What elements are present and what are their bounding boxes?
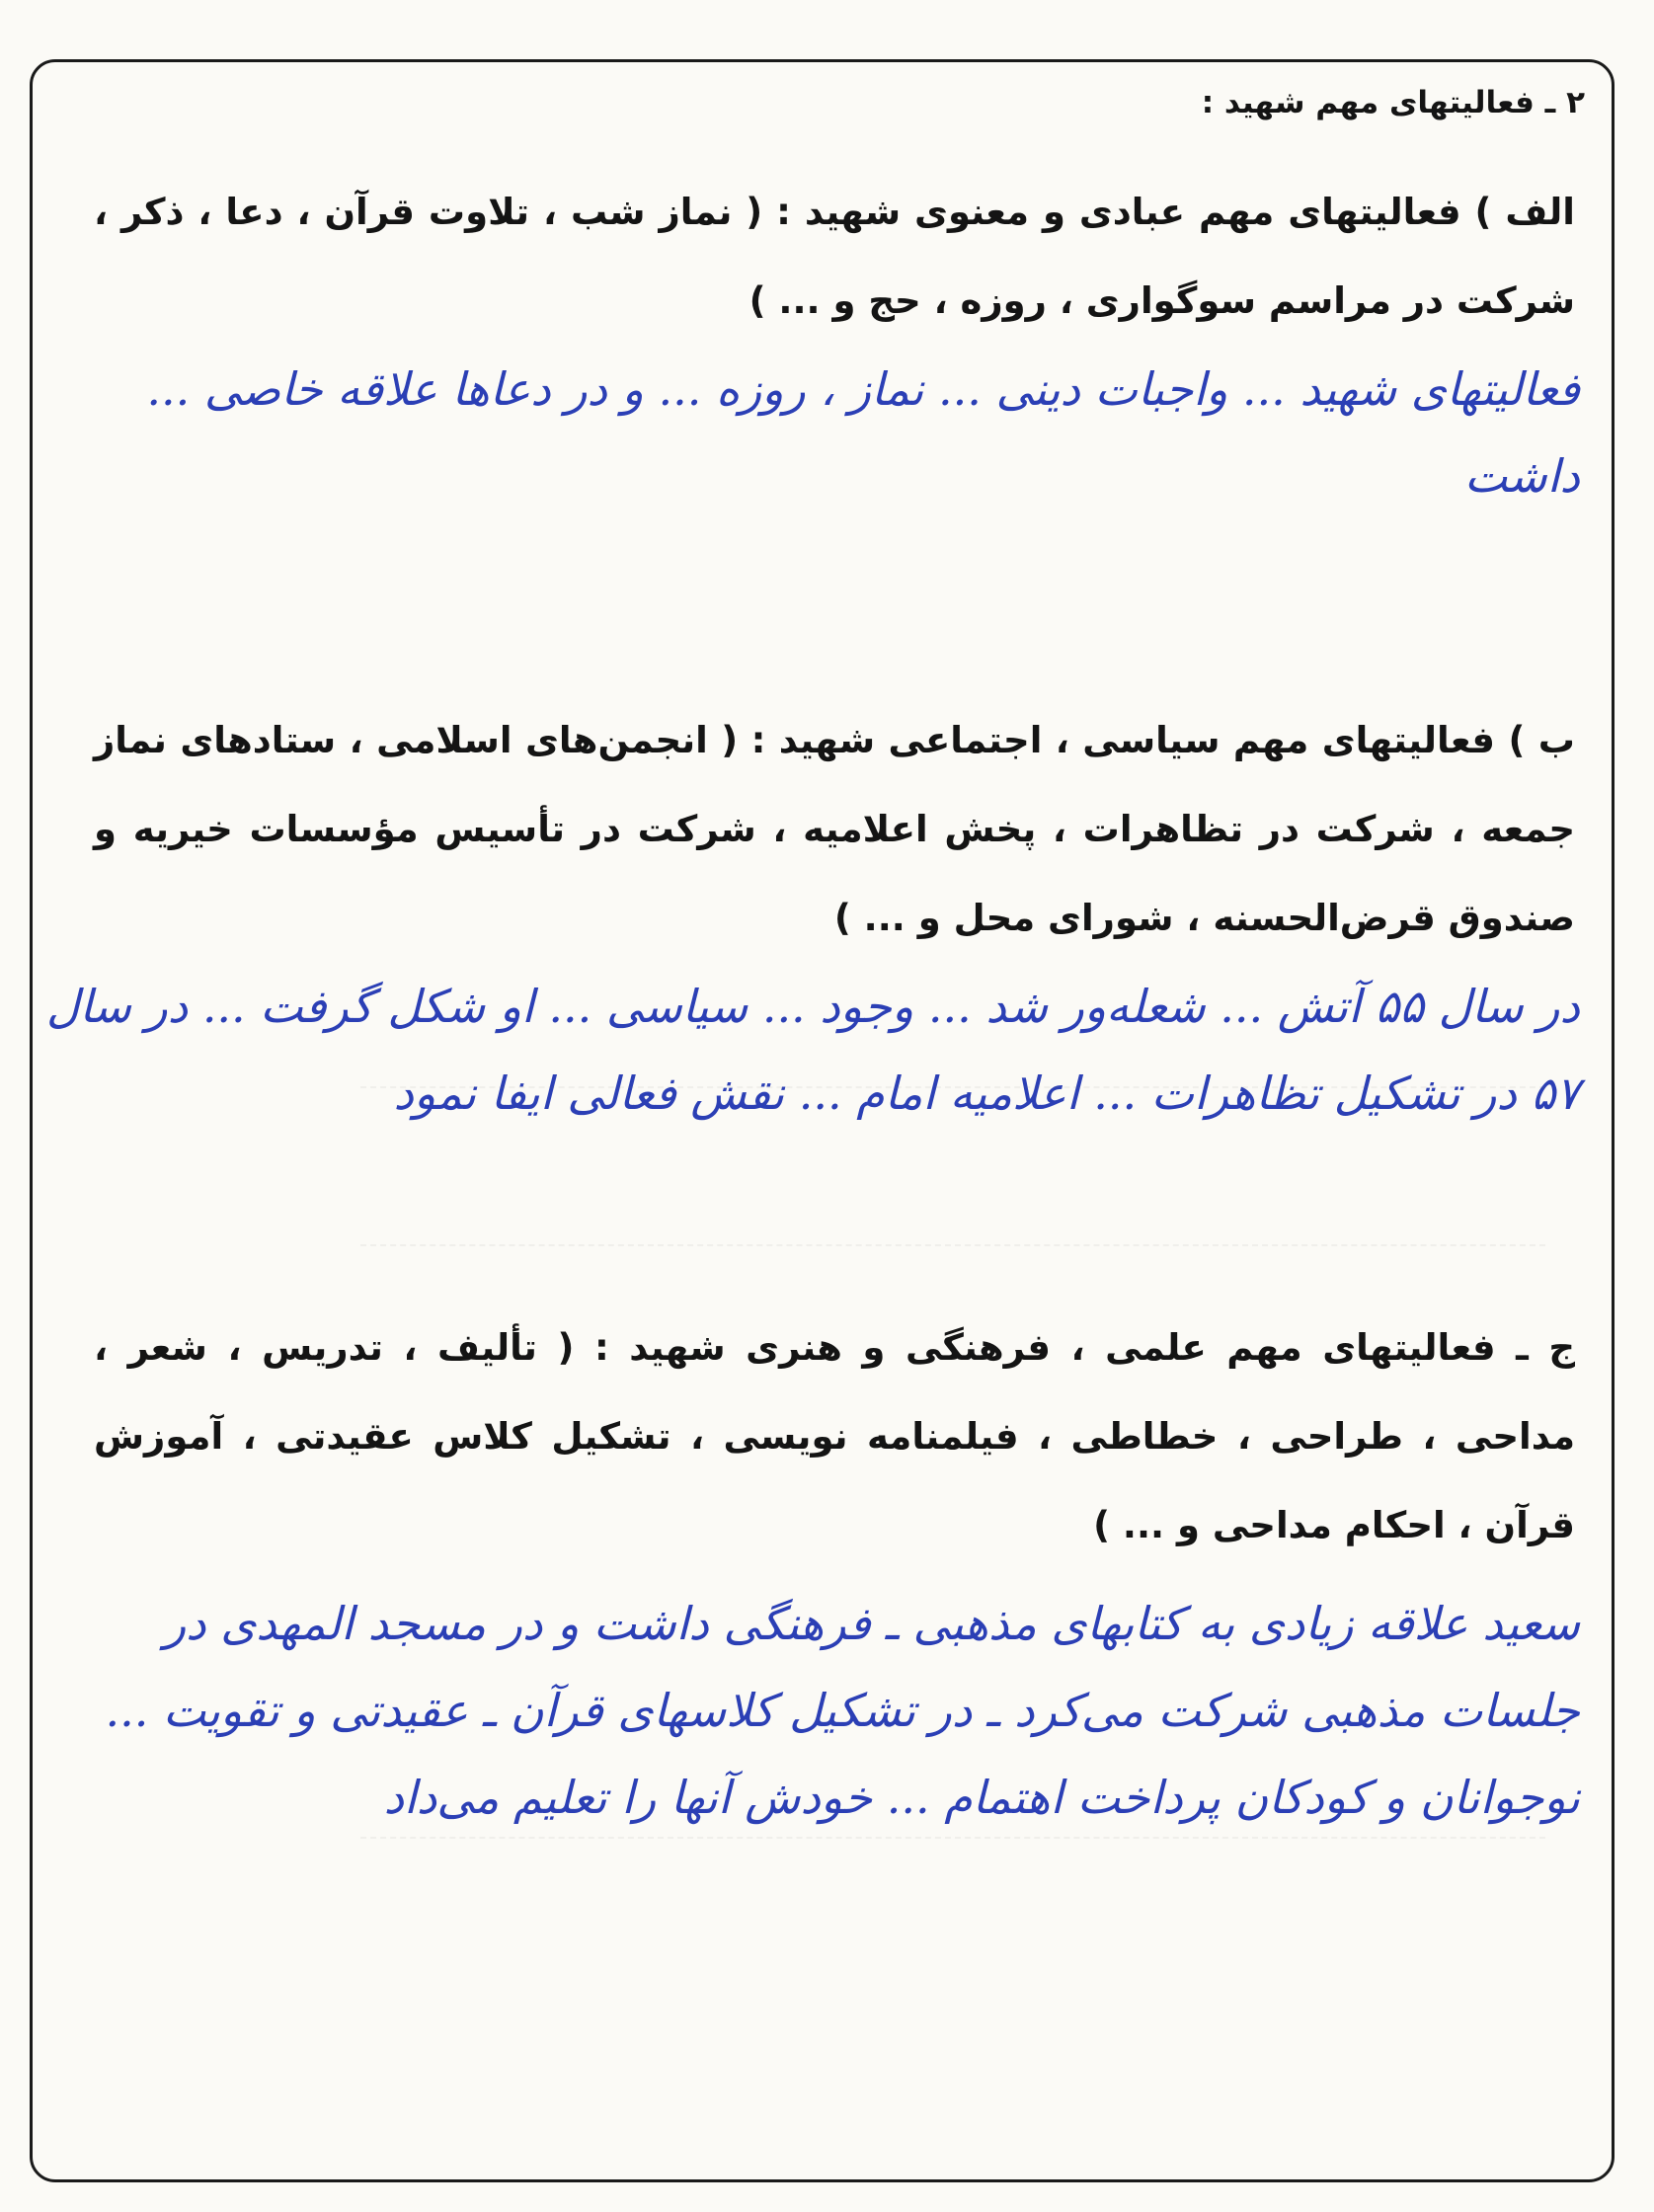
printed-paragraph-a: الف ) فعالیتهای مهم عبادی و معنوی شهید : ( نماز شب ، تلاوت قرآن ، دعا ، ذکر ، شرکت در مراسم سوگواری ، روزه ، حج و ... ) (94, 191, 1575, 322)
handwritten-note-c: سعید علاقه زیادی به کتابهای مذهبی ـ فرهنگی داشت و در مسجد المهدی در جلسات مذهبی شرکت می‌کرد ـ در تشکیل کلاسهای قرآن ـ عقیدتی و تقویت ... نوجوانان و کودکان پرداخت اهتمام ... خودش آنها را تعلیم می‌داد (105, 1597, 1580, 1824)
handwritten-note-a: فعالیتهای شهید ... واجبات دینی ... نماز ، روزه ... و در دعاها علاقه خاصی ... داشت (146, 362, 1580, 503)
faint-bleedthrough-line (360, 1837, 1545, 1888)
faint-bleedthrough-line (360, 1086, 1545, 1138)
printed-paragraph-c: ج ـ فعالیتهای مهم علمی ، فرهنگی و هنری شهید : ( تألیف ، تدریس ، شعر ، مداحی ، طراحی ، خطاطی ، فیلمنامه نویسی ، تشکیل کلاس عقیدتی ، آموزش قرآن ، احکام مداحی و ... ) (94, 1326, 1575, 1546)
printed-paragraph-b: ب ) فعالیتهای مهم سیاسی ، اجتماعی شهید : ( انجمن‌های اسلامی ، ستادهای نماز جمعه ، شرکت در تظاهرات ، پخش اعلامیه ، شرکت در تأسیس مؤسسات خیریه و صندوق قرض‌الحسنه ، شورای محل و ... ) (94, 719, 1575, 939)
section-heading: ۲ ـ فعالیتهای مهم شهید : (1201, 85, 1585, 120)
faint-bleedthrough-line (360, 1244, 1545, 1296)
handwritten-note-b: در سال ۵۵ آتش ... شعله‌ور شد ... وجود ... سیاسی ... او شکل گرفت ... در سال ۵۷ در تشکیل تظاهرات ... اعلامیه امام ... نقش فعالی ایفا نمود (45, 980, 1580, 1120)
